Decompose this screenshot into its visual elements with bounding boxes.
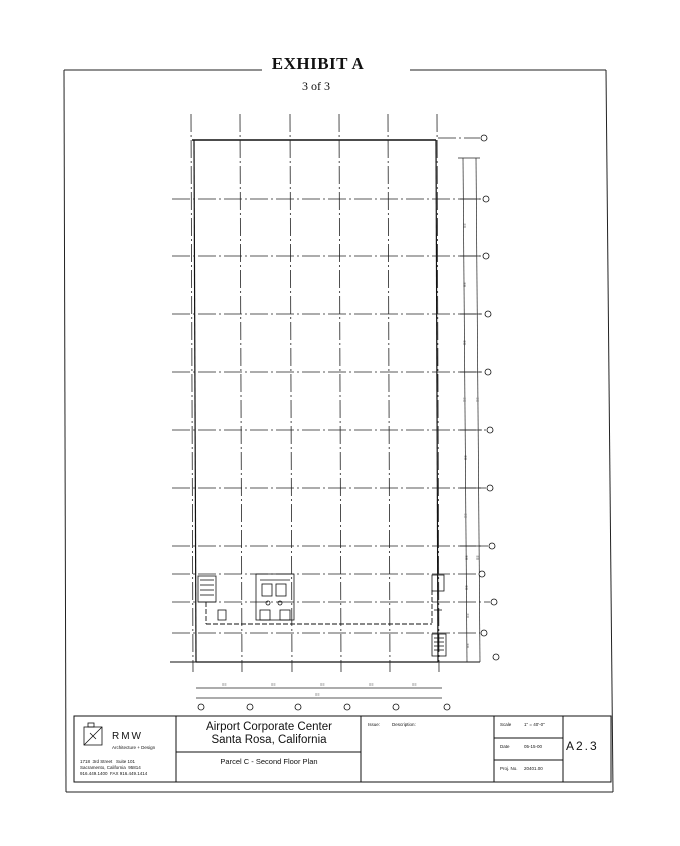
svg-text:≡≡: ≡≡ [462,223,467,228]
svg-text:≡≡: ≡≡ [465,643,470,648]
svg-text:≡≡: ≡≡ [463,513,468,518]
project-location: Santa Rosa, California [211,734,327,746]
svg-text:≡≡: ≡≡ [462,282,467,287]
svg-text:≡≡: ≡≡ [464,555,469,560]
firm-tagline: Architecture + Design [112,745,156,750]
project-number-label: Proj. No. [500,766,518,771]
firm-name: RMW [112,731,143,742]
svg-text:≡≡: ≡≡ [315,692,320,697]
exhibit-page-number: 3 of 3 [302,79,330,93]
svg-text:≡≡: ≡≡ [475,555,480,560]
svg-text:≡≡: ≡≡ [222,682,227,687]
svg-text:≡≡: ≡≡ [462,340,467,345]
description-label: Description: [392,722,416,727]
svg-text:≡≡: ≡≡ [271,682,276,687]
scale-value: 1" = 40'-0" [524,722,545,727]
date-value: 05-15-00 [524,744,543,749]
sheet-title: Parcel C - Second Floor Plan [220,757,318,766]
scale-label: Scale [500,722,512,727]
svg-text:≡≡: ≡≡ [412,682,417,687]
sheet-number: A2.3 [566,739,599,753]
svg-text:≡≡: ≡≡ [462,397,467,402]
svg-text:≡≡: ≡≡ [475,397,480,402]
project-name [184,721,354,747]
svg-text:≡≡: ≡≡ [369,682,374,687]
rmw-logo-icon [84,723,102,745]
project-name-line: Airport Corporate Center [206,721,332,733]
svg-text:≡≡: ≡≡ [464,585,469,590]
svg-text:≡≡: ≡≡ [320,682,325,687]
exhibit-title: EXHIBIT A [262,54,374,74]
issue-label: Issue: [368,722,381,727]
date-label: Date [500,744,510,749]
svg-text:≡≡: ≡≡ [465,613,470,618]
svg-text:≡≡: ≡≡ [463,455,468,460]
firm-address: 1718 3rd Street Suite 101 Sacramento, California 95814 916.449.1400 FAX 916.449.1414 [80,759,148,776]
project-number-value: 20401.00 [524,766,543,771]
